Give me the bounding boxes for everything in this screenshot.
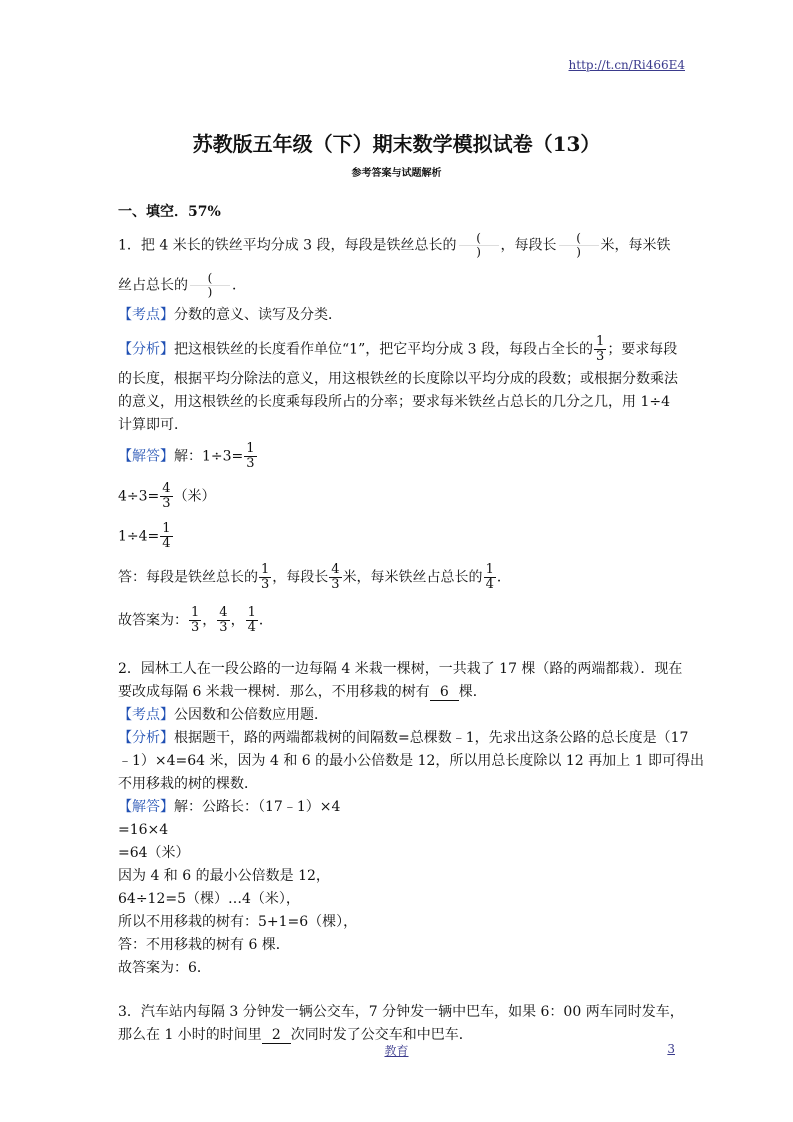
q2-kaodian: 【考点】公因数和公倍数应用题． [118,707,328,723]
q1-fenxi-1: 【分析】把这根铁丝的长度看作单位“1”，把它平均分成 3 段，每段占全长的 $\frac{1}{3}$ ；要求每段 [118,334,678,364]
fraction: $\frac{4}{3}$ [219,605,228,635]
answer-blank[interactable]: ( ) [190,272,230,299]
fenxi-tag: 【分析】 [118,730,174,746]
q1-jieda-2: 4÷3= $\frac{4}{3}$ （米） [118,481,216,511]
q1-fenxi-3: 的意义，用这根铁丝的长度乘每段所占的分率；要求每米铁丝占总长的几分之几，用 1÷4 [118,394,670,410]
q2-step: 故答案为：6． [118,960,211,976]
q2-line1: 2．园林工人在一段公路的一边每隔 4 米栽一棵树，一共栽了 17 棵（路的两端都栽）．现在 [118,661,683,677]
fraction: $\frac{1}{3}$ [246,441,255,471]
q1-jieda-1: 【解答】解：1÷3= $\frac{1}{3}$ [118,441,255,471]
q1-answer: 答：每段是铁丝总长的 $\frac{1}{3}$ ，每段长 $\frac{4}{3}$ 米，每米铁丝占总长的 $\frac{1}{4}$ ． [118,562,511,592]
fraction: $\frac{1}{4}$ [162,521,171,551]
q2-fenxi-3: 不用移栽的树的棵数． [118,776,258,792]
answer-blank[interactable]: 6 [430,684,459,701]
kaodian-tag: 【考点】 [118,707,174,723]
page-subtitle: 参考答案与试题解析 [351,168,442,179]
q1-gu: 故答案为： $\frac{1}{3}$ ， $\frac{4}{3}$ ， $\frac{1}{4}$ ． [118,605,273,635]
q2-jieda-1: 【解答】解：公路长：（17﹣1）×4 [118,799,341,815]
answer-blank[interactable]: 2 [262,1027,291,1044]
fraction: $\frac{1}{3}$ [596,334,605,364]
jieda-tag: 【解答】 [118,448,174,465]
q3-line2: 那么在 1 小时的时间里 2 次同时发了公交车和中巴车． [118,1027,473,1043]
q2-step: =64（米） [118,845,190,861]
q1-line2: 丝占总长的 ( ) ． [118,271,246,299]
q2-step: 64÷12=5（棵）…4（米）， [118,891,300,907]
q2-step: 所以不用移栽的树有：5+1=6（棵）， [118,914,358,930]
answer-blank[interactable]: ( ) [559,232,599,259]
jieda-tag: 【解答】 [118,799,174,815]
q1-jieda-3: 1÷4= $\frac{1}{4}$ [118,521,171,551]
q1-line1: 1．把 4 米长的铁丝平均分成 3 段，每段是铁丝总长的 ( ) ，每段长 ( ) 米，每米铁 [118,231,671,259]
q3-line1: 3．汽车站内每隔 3 分钟发一辆公交车，7 分钟发一辆中巴车，如果 6：00 两车同时发车， [118,1004,684,1020]
fraction: $\frac{1}{4}$ [247,605,256,635]
fraction: $\frac{4}{3}$ [162,481,171,511]
header-url-link[interactable]: http://t.cn/Ri466E4 [568,58,685,72]
q2-step: 因为 4 和 6 的最小公倍数是 12， [118,868,330,884]
q1-kaodian: 【考点】分数的意义、读写及分类． [118,307,342,323]
section-heading: 一、填空．57% [118,204,221,220]
kaodian-tag: 【考点】 [118,307,174,323]
q1-fenxi-4: 计算即可． [118,417,188,433]
fraction: $\frac{4}{3}$ [331,562,340,592]
fraction: $\frac{1}{3}$ [261,562,270,592]
page-title: 苏教版五年级（下）期末数学模拟试卷（13） [192,132,601,156]
fraction: $\frac{1}{3}$ [191,605,200,635]
q2-step: 答：不用移栽的树有 6 棵． [118,937,290,953]
fenxi-tag: 【分析】 [118,341,174,358]
answer-blank[interactable]: ( ) [459,232,499,259]
q1-fenxi-2: 的长度，根据平均分除法的意义，用这根铁丝的长度除以平均分成的段数；或根据分数乘法 [118,371,678,387]
q2-fenxi-2: ﹣1）×4=64 米，因为 4 和 6 的最小公倍数是 12，所以用总长度除以 12 再加上 1 即可得出 [118,753,704,769]
q2-step: =16×4 [118,822,169,838]
fraction: $\frac{1}{4}$ [485,562,494,592]
q2-fenxi-1: 【分析】根据题干，路的两端都栽树的间隔数=总棵数﹣1，先求出这条公路的总长度是（17 [118,730,689,746]
q2-line2: 要改成每隔 6 米栽一棵树．那么，不用移栽的树有 6 棵． [118,684,487,700]
page-number: 3 [667,1042,675,1056]
footer-link[interactable]: 教育 [384,1044,409,1058]
